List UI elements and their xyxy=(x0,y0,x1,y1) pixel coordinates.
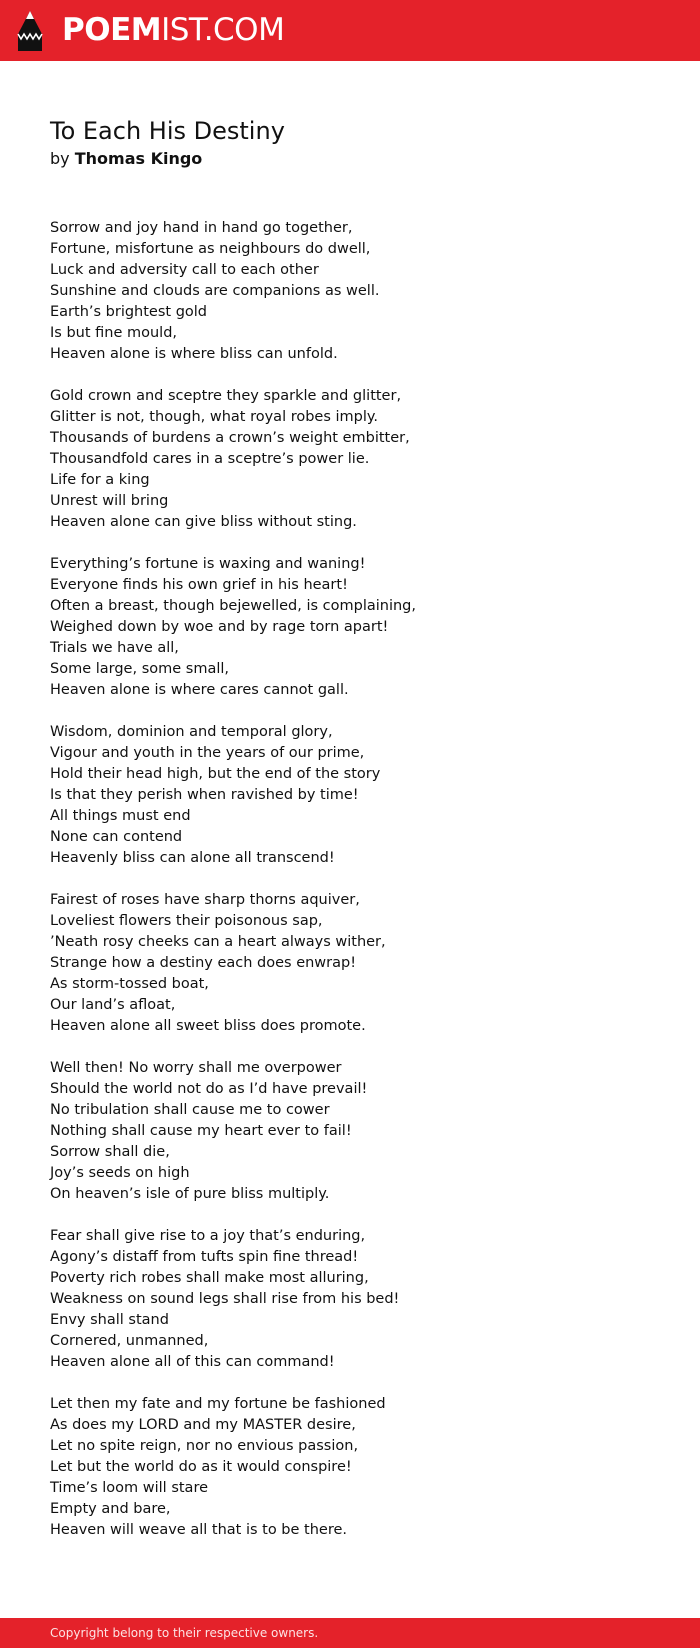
stanza xyxy=(50,554,670,701)
poem-line: Often a breast, though bejewelled, is complaining, xyxy=(50,598,416,614)
poem-line: Strange how a destiny each does enwrap! xyxy=(50,955,357,971)
poem-line: Heaven will weave all that is to be there. xyxy=(50,1522,348,1538)
poem-line: All things must end xyxy=(50,808,191,824)
poem-line: Heaven alone is where bliss can unfold. xyxy=(50,346,338,362)
poem-line: Weighed down by woe and by rage torn apart! xyxy=(50,619,389,635)
poem-line: None can contend xyxy=(50,829,183,845)
poem-line: Empty and bare, xyxy=(50,1501,171,1517)
poem-line: Nothing shall cause my heart ever to fail! xyxy=(50,1123,352,1139)
poem-line: Cornered, unmanned, xyxy=(50,1333,209,1349)
poem-line: Luck and adversity call to each other xyxy=(50,262,319,278)
poem-line: As storm-tossed boat, xyxy=(50,976,209,992)
poem-title: To Each His Destiny xyxy=(50,117,285,145)
poem-line: Some large, some small, xyxy=(50,661,230,677)
poem-line: Fairest of roses have sharp thorns aquiver, xyxy=(50,892,360,908)
poem-line: Should the world not do as I’d have prevail! xyxy=(50,1081,368,1097)
poem-line: Vigour and youth in the years of our prime, xyxy=(50,745,365,761)
poem-line: Fear shall give rise to a joy that’s enduring, xyxy=(50,1228,366,1244)
poem-line: Sorrow shall die, xyxy=(50,1144,170,1160)
poem-line: Heaven alone all sweet bliss does promote. xyxy=(50,1018,366,1034)
poem-line: Let but the world do as it would conspire! xyxy=(50,1459,352,1475)
poem-body xyxy=(50,218,670,1562)
poem-line: Is that they perish when ravished by time! xyxy=(50,787,359,803)
poem-line: Glitter is not, though, what royal robes imply. xyxy=(50,409,379,425)
poem-line: Envy shall stand xyxy=(50,1312,169,1328)
stanza xyxy=(50,722,670,869)
poem-line: Fortune, misfortune as neighbours do dwell, xyxy=(50,241,371,257)
poem-line: Let no spite reign, nor no envious passion, xyxy=(50,1438,359,1454)
site-footer xyxy=(0,1618,700,1648)
by-label: by xyxy=(50,149,70,168)
poem-line: Well then! No worry shall me overpower xyxy=(50,1060,342,1076)
author-name[interactable]: Thomas Kingo xyxy=(74,149,203,168)
poem-line: Is but fine mould, xyxy=(50,325,178,341)
poem-line: As does my LORD and my MASTER desire, xyxy=(50,1417,356,1433)
poem-line: Everyone finds his own grief in his heart! xyxy=(50,577,348,593)
poem-line: Heavenly bliss can alone all transcend! xyxy=(50,850,335,866)
stanza xyxy=(50,890,670,1037)
logo-light-part: IST.COM xyxy=(161,12,285,48)
poem-line: Poverty rich robes shall make most alluring, xyxy=(50,1270,369,1286)
poem-line: Earth’s brightest gold xyxy=(50,304,208,320)
poem-line: Sunshine and clouds are companions as well. xyxy=(50,283,380,299)
poem-line: Wisdom, dominion and temporal glory, xyxy=(50,724,333,740)
poem-line: Heaven alone can give bliss without sting. xyxy=(50,514,357,530)
poem-line: On heaven’s isle of pure bliss multiply. xyxy=(50,1186,330,1202)
stanza xyxy=(50,1058,670,1205)
poem-line: Unrest will bring xyxy=(50,493,169,509)
poem-line: Heaven alone all of this can command! xyxy=(50,1354,335,1370)
poem-line: No tribulation shall cause me to cower xyxy=(50,1102,330,1118)
stanza xyxy=(50,1394,670,1541)
poem-line: Time’s loom will stare xyxy=(50,1480,209,1496)
poem-line: Hold their head high, but the end of the story xyxy=(50,766,381,782)
stanza xyxy=(50,218,670,365)
poem-line: Weakness on sound legs shall rise from his bed! xyxy=(50,1291,400,1307)
poem-line: Sorrow and joy hand in hand go together, xyxy=(50,220,353,236)
poem-line: Thousands of burdens a crown’s weight embitter, xyxy=(50,430,410,446)
pencil-tip-icon[interactable] xyxy=(17,10,43,52)
poem-line: Thousandfold cares in a sceptre’s power lie. xyxy=(50,451,370,467)
poem-line: Let then my fate and my fortune be fashioned xyxy=(50,1396,386,1412)
stanza xyxy=(50,386,670,533)
stanza xyxy=(50,1226,670,1373)
poem-line: Our land’s afloat, xyxy=(50,997,176,1013)
copyright-notice: Copyright belong to their respective owners. xyxy=(50,1626,319,1640)
logo-bold-part: POEM xyxy=(62,12,162,48)
poem-line: Agony’s distaff from tufts spin fine thread! xyxy=(50,1249,359,1265)
poem-line: Heaven alone is where cares cannot gall. xyxy=(50,682,349,698)
poem-line: Gold crown and sceptre they sparkle and glitter, xyxy=(50,388,402,404)
site-logo[interactable] xyxy=(62,11,284,49)
poem-line: Loveliest flowers their poisonous sap, xyxy=(50,913,323,929)
poem-line: Trials we have all, xyxy=(50,640,179,656)
poem-line: Everything’s fortune is waxing and waning! xyxy=(50,556,366,572)
site-header xyxy=(0,0,700,61)
poem-line: Joy’s seeds on high xyxy=(50,1165,190,1181)
poem-line: ’Neath rosy cheeks can a heart always wither, xyxy=(50,934,386,950)
byline xyxy=(50,147,202,171)
poem-line: Life for a king xyxy=(50,472,150,488)
